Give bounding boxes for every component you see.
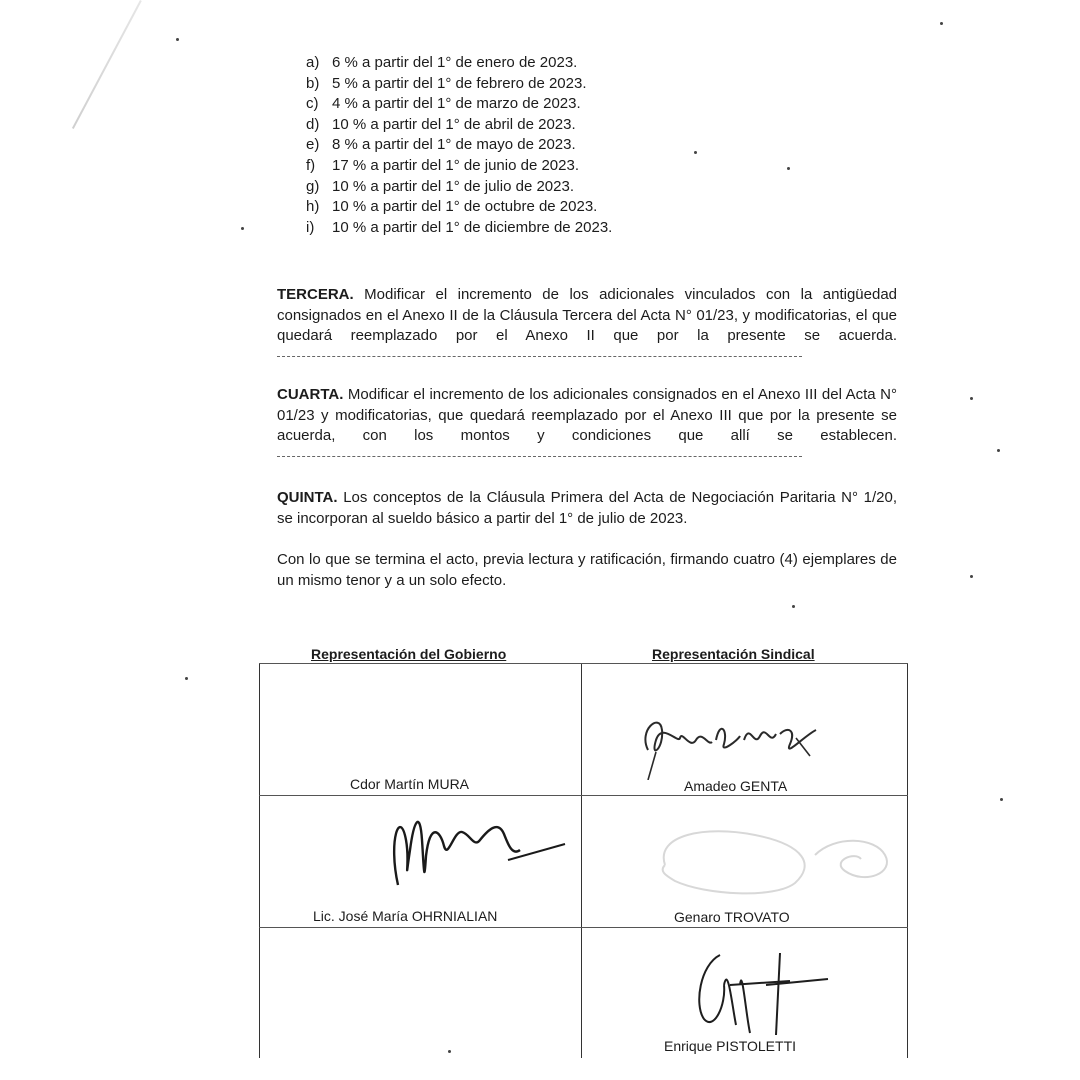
- scan-speck: [970, 397, 973, 400]
- scan-speck: [176, 38, 179, 41]
- scan-speck: [792, 605, 795, 608]
- gobierno-column-title: Representación del Gobierno: [311, 646, 507, 662]
- scan-speck: [185, 677, 188, 680]
- signer-name-ohrnialian: Lic. José María OHRNIALIAN: [313, 908, 498, 924]
- scan-speck: [970, 575, 973, 578]
- scan-artifact-line: [72, 0, 142, 129]
- dash-fill-line: [277, 356, 802, 357]
- signer-name-trovato: Genaro TROVATO: [674, 909, 790, 925]
- table-border: [907, 663, 908, 1058]
- list-item: i) 10 % a partir del 1° de diciembre de 2023.: [306, 218, 613, 236]
- signer-name-mura: Cdor Martín MURA: [350, 776, 470, 792]
- scan-speck: [997, 449, 1000, 452]
- scan-speck: [694, 151, 697, 154]
- signature-ohrnialian: [380, 800, 580, 905]
- clause-body: Modificar el incremento de los adicionales vinculados con la antigüedad consignados en el Anexo II de la Cláusula Tercera del Acta N° 01/23, y modificatorias, el que quedará reemplazado por el Anexo II que por la presente se acuerda.: [277, 286, 898, 344]
- signer-name-genta: Amadeo GENTA: [684, 778, 788, 794]
- table-border: [259, 663, 908, 664]
- table-border: [259, 663, 260, 1058]
- scan-speck: [787, 167, 790, 170]
- clause-heading: CUARTA.: [277, 386, 344, 403]
- list-item: a) 6 % a partir del 1° de enero de 2023.: [306, 54, 578, 71]
- clause-cuarta: [277, 385, 897, 467]
- signature-genta: [620, 700, 830, 780]
- list-item: c) 4 % a partir del 1° de marzo de 2023.: [306, 95, 581, 113]
- increment-list: [306, 53, 612, 238]
- list-item: d) 10 % a partir del 1° de abril de 2023.: [306, 115, 576, 133]
- sindical-column-title: Representación Sindical: [652, 646, 815, 662]
- clause-heading: QUINTA.: [277, 489, 338, 506]
- signer-name-pistoletti: Enrique PISTOLETTI: [664, 1038, 797, 1054]
- table-border: [259, 927, 908, 928]
- list-item: e) 8 % a partir del 1° de mayo de 2023.: [306, 136, 576, 154]
- closing-paragraph: Con lo que se termina el acto, previa lectura y ratificación, firmando cuatro (4) ejemplares de un mismo tenor y a un solo efecto.: [277, 551, 897, 589]
- clause-heading: TERCERA.: [277, 286, 354, 303]
- clause-quinta: [277, 488, 897, 529]
- signature-trovato: [645, 815, 905, 905]
- list-item: g) 10 % a partir del 1° de julio de 2023.: [306, 177, 574, 195]
- table-border: [259, 795, 908, 796]
- clause-tercera: [277, 285, 897, 367]
- list-item: b) 5 % a partir del 1° de febrero de 2023.: [306, 74, 587, 92]
- list-item: f) 17 % a partir del 1° de junio de 2023.: [306, 156, 580, 174]
- scan-speck: [241, 227, 244, 230]
- clause-body: Modificar el incremento de los adicionales consignados en el Anexo III del Acta N° 01/23 y modificatorias, que quedará reemplazado por el Anexo III que por la presente se acuerda, con los montos y condiciones que allí se establecen.: [277, 386, 897, 444]
- signature-pistoletti: [680, 945, 840, 1045]
- dash-fill-line: [277, 456, 802, 457]
- clause-body: Los conceptos de la Cláusula Primera del Acta de Negociación Paritaria N° 1/20, se incorporan al sueldo básico a partir del 1° de julio de 2023.: [277, 489, 898, 527]
- list-item: h) 10 % a partir del 1° de octubre de 2023.: [306, 198, 598, 216]
- scan-speck: [1000, 798, 1003, 801]
- scan-speck: [940, 22, 943, 25]
- table-border: [581, 663, 582, 1058]
